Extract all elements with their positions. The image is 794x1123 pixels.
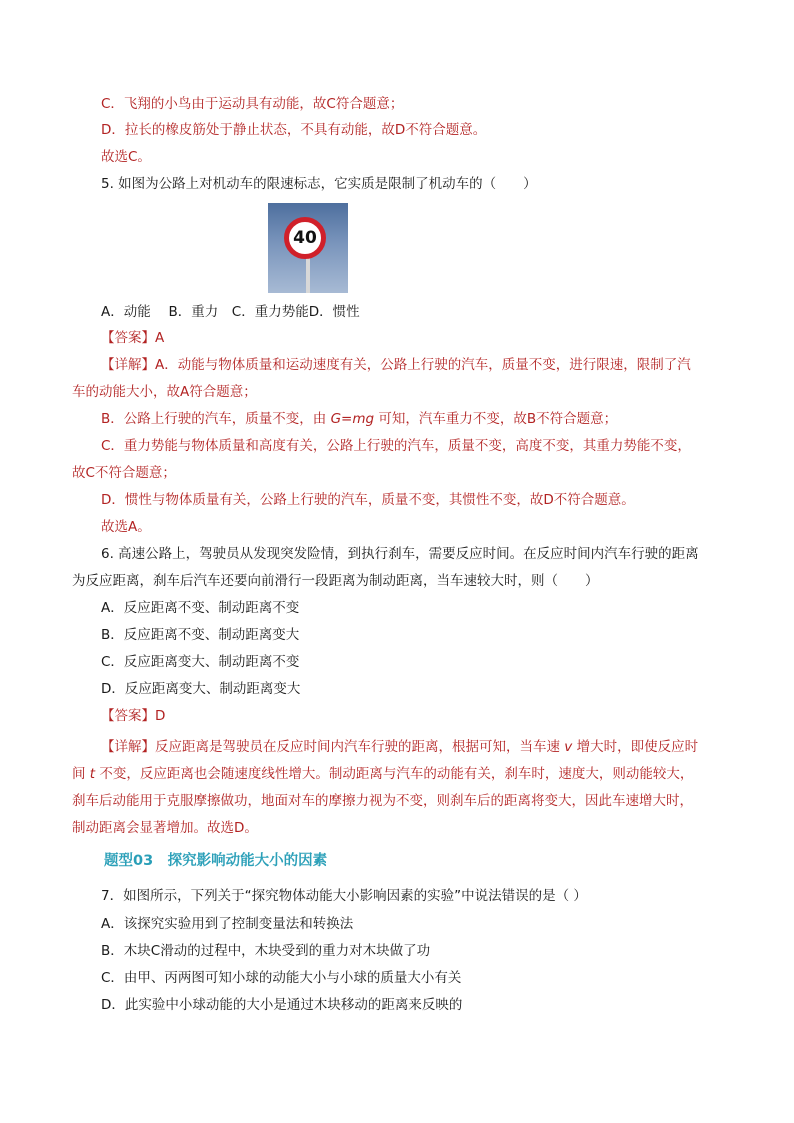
question-7-option-a: A．该探究实验用到了控制变量法和转换法 (101, 916, 354, 932)
question-5-explanation-6: D．惯性与物体质量有关，公路上行驶的汽车，质量不变，其惯性不变，故D不符合题意。 (101, 492, 635, 508)
question-5-explanation-1 (101, 355, 691, 375)
question-5-stem: 5. 如图为公路上对机动车的限速标志，它实质是限制了机动车的（ ） (101, 176, 537, 192)
question-6-option-b: B．反应距离不变、制动距离变大 (101, 627, 300, 643)
variable-t: t (89, 766, 96, 782)
answer-tag: 【答案】 (101, 330, 155, 346)
question-6-explanation-3: 刹车后动能用于克服摩擦做功，地面对车的摩擦力视为不变，则刹车后的距离将变大，因此车速增大时， (72, 793, 693, 809)
question-5-conclusion: 故选A。 (101, 519, 151, 535)
question-7-option-c: C．由甲、丙两图可知小球的动能大小与小球的质量大小有关 (101, 970, 462, 986)
answer-value: D (155, 708, 166, 724)
speed-limit-disc: 40 (284, 217, 326, 259)
explanation-text: A．动能与物体质量和运动速度有关，公路上行驶的汽车，质量不变，进行限速，限制了汽 (155, 357, 691, 373)
question-7-stem: 7．如图所示，下列关于“探究物体动能大小影响因素的实验”中说法错误的是（ ） (101, 888, 587, 904)
question-7-option-d: D．此实验中小球动能的大小是通过木块移动的距离来反映的 (101, 997, 463, 1013)
question-5-explanation-2: 车的动能大小，故A符合题意； (72, 384, 257, 400)
explanation-text: B．公路上行驶的汽车，质量不变，由 (101, 411, 331, 427)
question-6-explanation-4: 制动距离会显著增加。故选D。 (72, 820, 258, 836)
question-5-explanation-5: 故C不符合题意； (72, 465, 176, 481)
question-6-explanation-1 (101, 737, 698, 757)
explanation-text: 不变，反应距离也会随速度线性增大。制动距离与汽车的动能有关，刹车时，速度大，则动能较大， (95, 766, 694, 782)
formula: G=mg (330, 411, 375, 427)
prev-explanation-c: C．飞翔的小鸟由于运动具有动能，故C符合题意； (101, 96, 404, 112)
answer-value: A (155, 330, 165, 346)
prev-conclusion: 故选C。 (101, 149, 151, 165)
question-5-answer (101, 328, 164, 348)
question-7-option-b: B．木块C滑动的过程中，木块受到的重力对木块做了功 (101, 943, 431, 959)
section-heading: 题型03 探究影响动能大小的因素 (104, 853, 328, 869)
explanation-text: 间 (72, 766, 90, 782)
speed-limit-sign-image (268, 203, 348, 293)
explanation-text: 反应距离是驾驶员在反应时间内汽车行驶的距离，根据可知，当车速 (155, 739, 565, 755)
detail-tag: 【详解】 (101, 357, 155, 373)
question-5-explanation-4: C．重力势能与物体质量和高度有关，公路上行驶的汽车，质量不变，高度不变，其重力势能不变， (101, 438, 691, 454)
explanation-text: 可知，汽车重力不变，故B不符合题意； (374, 411, 618, 427)
prev-explanation-d: D．拉长的橡皮筋处于静止状态，不具有动能，故D不符合题意。 (101, 122, 487, 138)
sign-pole (306, 255, 310, 293)
answer-tag: 【答案】 (101, 708, 155, 724)
question-6-stem-1: 6. 高速公路上，驾驶员从发现突发险情，到执行刹车，需要反应时间。在反应时间内汽车行驶的距离 (101, 546, 699, 562)
question-5-options: A．动能 B．重力 C．重力势能D．惯性 (101, 304, 360, 320)
question-6-option-a: A．反应距离不变、制动距离不变 (101, 600, 300, 616)
question-6-option-d: D．反应距离变大、制动距离变大 (101, 681, 301, 697)
question-6-stem-2: 为反应距离，刹车后汽车还要向前滑行一段距离为制动距离，当车速较大时，则（ ） (72, 573, 599, 589)
question-6-option-c: C．反应距离变大、制动距离不变 (101, 654, 300, 670)
detail-tag: 【详解】 (101, 739, 155, 755)
question-6-explanation-2 (72, 764, 693, 784)
question-5-explanation-3 (101, 409, 617, 429)
question-6-answer (101, 706, 165, 726)
explanation-text: 增大时，即使反应时 (572, 739, 699, 755)
variable-v: v (564, 739, 573, 755)
